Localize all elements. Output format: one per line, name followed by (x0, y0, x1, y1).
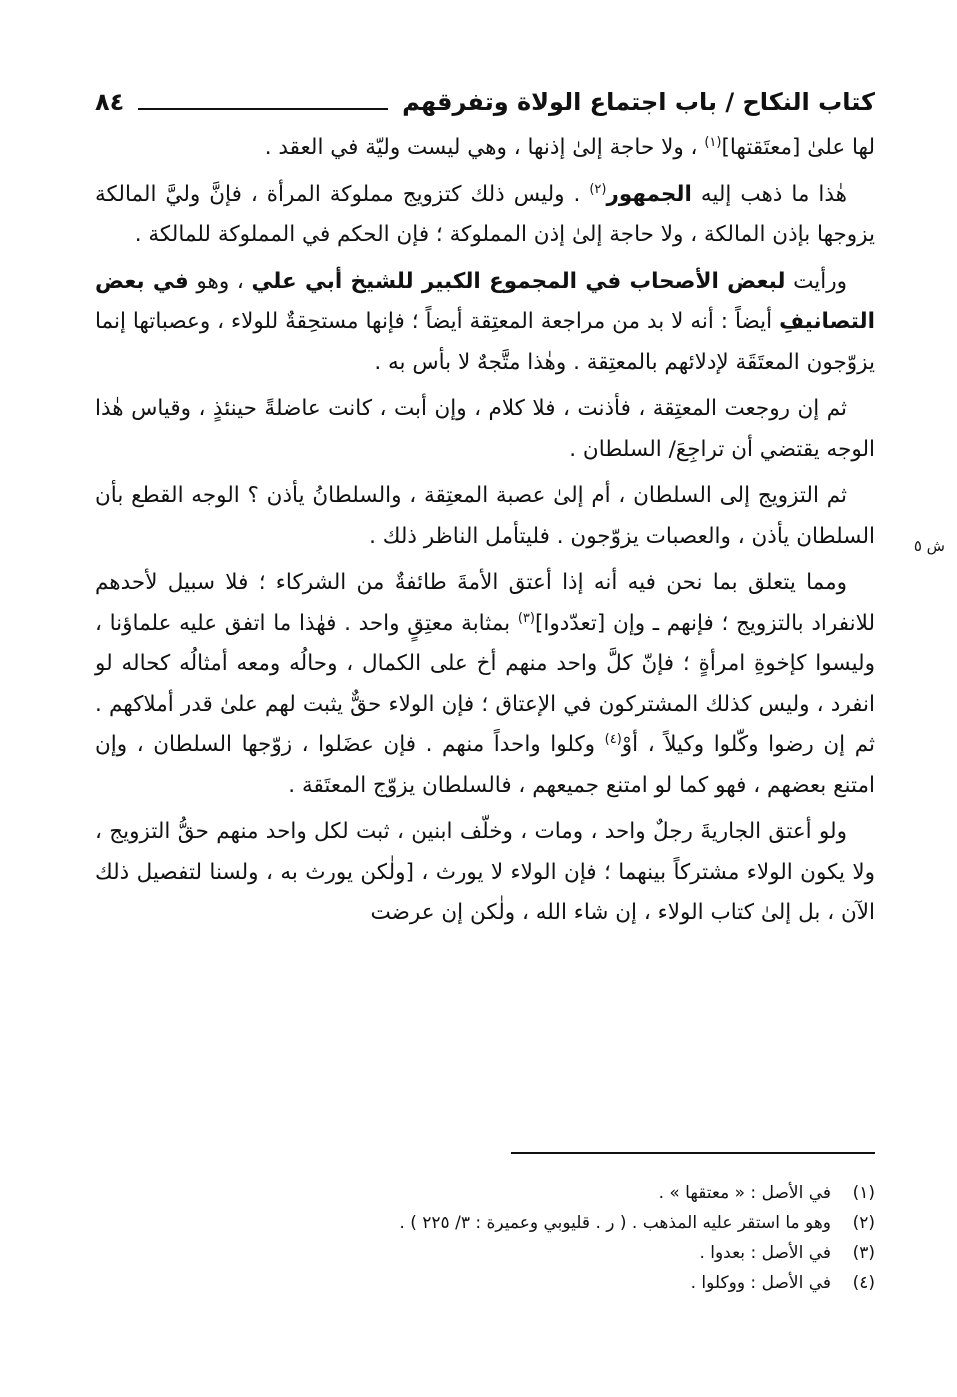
text-run: هٰذا ما ذهب إليه (691, 181, 847, 207)
text-run: وكلوا واحداً منهم . فإن عضَلوا ، زوّجها السلطان ، وإن امتنع بعضهم ، فهو كما لو امتنع جميعهم ، فالسلطان يزوّج المعتَقة . (95, 732, 875, 798)
text-run: أيضاً : أنه لا بد من مراجعة المعتِقة أيضاً ؛ فإنها مستحِقةٌ للولاء ، وعصباتها إنما يزوّجون المعتَقَة لإدلائهم بالمعتِقة . وهٰذا متَّجهٌ لا بأس به . (95, 309, 875, 375)
footnote-ref: (٢) (589, 181, 607, 197)
footnote-number: (٤) (852, 1273, 875, 1293)
paragraph-2 (95, 175, 875, 256)
footnote-text: في الأصل : « معتقها » . (658, 1183, 831, 1203)
footnote-ref: (١) (704, 134, 722, 150)
footnote-text: وهو ما استقر عليه المذهب . ( ر . قليوبي وعميرة : ٣/ ٢٢٥ ) . (399, 1213, 831, 1233)
footnote-number: (١) (852, 1183, 875, 1203)
footnote-text: في الأصل : ووكلوا . (690, 1273, 831, 1293)
paragraph-1 (95, 128, 875, 169)
paragraph-4: ثم إن روجعت المعتِقة ، فأذنت ، فلا كلام ، وإن أبت ، كانت عاضلةً حينئذٍ ، وقياس هٰذا الوجه يقتضي أن تراجِعَ/ السلطان . (95, 396, 875, 462)
running-header (95, 82, 875, 122)
footnote-ref: (٤) (604, 731, 622, 747)
paragraph-3 (95, 262, 875, 384)
text-run: ومما يتعلق بما نحن فيه أنه إذا أعتق الأمةَ طائفةٌ من الشركاء ؛ فلا سبيل لأحدهم للانفراد بالتزويج ؛ فإنهم ـ وإن [تعدّدوا] (95, 570, 875, 636)
footnotes (300, 1178, 875, 1298)
text-run: . وليس ذلك كتزويج مملوكة المرأة ، فإنَّ وليَّ المالكة يزوجها بإذن المالكة ، ولا حاجة إلىٰ إذن المملوكة ؛ فإن الحكم في المملوكة للمالكة . (95, 181, 875, 247)
main-text (95, 128, 875, 940)
paragraph-5: ثم التزويج إلى السلطان ، أم إلىٰ عصبة المعتِقة ، والسلطانُ يأذن ؟ الوجه القطع بأن السلطان يأذن ، والعصبات يزوّجون . فليتأمل الناظر ذلك . (95, 483, 875, 549)
text-run: ، ولا حاجة إلىٰ إذنها ، وهي ليست وليّة في العقد . (264, 135, 705, 160)
text-run: بمثابة معتِقٍ واحد . فهٰذا ما اتفق عليه علماؤنا ، وليسوا كإخوةِ امرأةٍ ؛ فإنّ كلَّ واحد منهم أخ على الكمال ، وحالُه ومعه أمثالُه كحاله لو انفرد ، وليس كذلك المشتركون في الإعتاق ؛ فإن الولاء حقٌّ يثبت لهم علىٰ قدر أملاكهم . ثم إن رضوا وكّلوا وكيلاً ، أوْ (95, 610, 875, 757)
page-number: ٨٤ (95, 88, 125, 116)
text-run: ورأيت (785, 268, 847, 294)
bold-term: في بعض التصانيفِ (95, 268, 875, 334)
running-title: كتاب النكاح / باب اجتماع الولاة وتفرقهم (402, 88, 875, 116)
bold-term: الجمهور (606, 181, 692, 207)
footnote (300, 1178, 875, 1208)
footnote (300, 1238, 875, 1268)
footnote-text: في الأصل : بعدوا . (699, 1243, 831, 1263)
footnote-separator (511, 1152, 875, 1154)
paragraph-6 (95, 563, 875, 806)
bold-term: لبعض الأصحاب في المجموع الكبير للشيخ أبي علي (251, 268, 786, 294)
footnote-ref: (٣) (517, 610, 535, 626)
header-rule (138, 108, 388, 110)
footnote (300, 1208, 875, 1238)
text-run: لها علىٰ [معتَقتها] (721, 135, 875, 160)
text-run: ، وهو (188, 268, 252, 294)
footnote-number: (٣) (852, 1243, 875, 1263)
marginal-note: ش ٥ (913, 537, 945, 555)
footnote (300, 1268, 875, 1298)
paragraph-7: ولو أعتق الجاريةَ رجلٌ واحد ، ومات ، وخلّف ابنين ، ثبت لكل واحد منهم حقُّ التزويج ، ولا يكون الولاء مشتركاً بينهما ؛ فإن الولاء لا يورث ، [ولٰكن يورث به ، ولسنا لتفصيل ذلك الآن ، بل إلىٰ كتاب الولاء ، إن شاء الله ، ولٰكن إن عرضت (95, 819, 875, 925)
footnote-number: (٢) (852, 1213, 875, 1233)
